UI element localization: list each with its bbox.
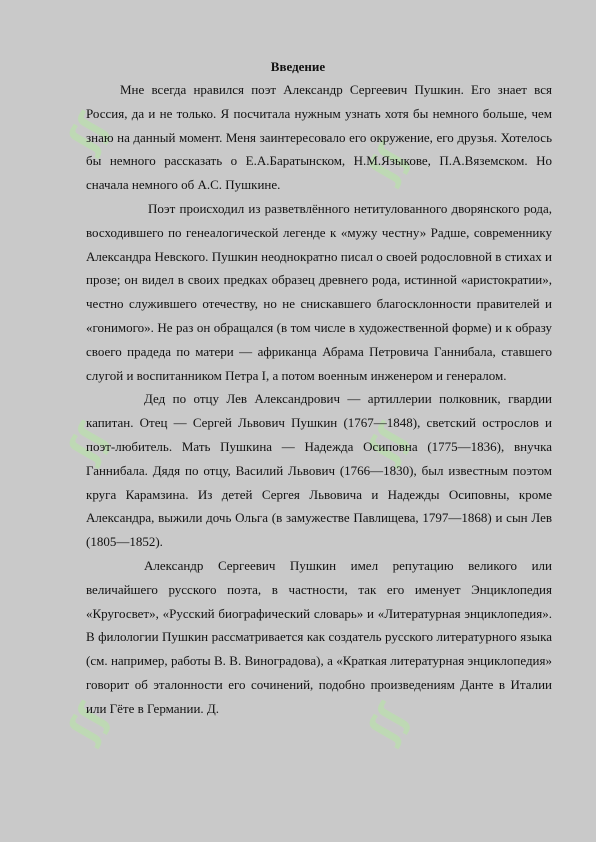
paragraph: Дед по отцу Лев Александрович — артиллерии полковник, гвардии капитан. Отец — Сергей Львович Пушкин (1767—1848), светский острослов и поэт-любитель. Мать Пушкина — Надежда Осиповна (1775—1836), внучка Ганнибала. Дядя по отцу, Василий Львович (1766—1830), был известным поэтом круга Карамзина. Из детей Сергея Львовича и Надежды Осиповны, кроме Александра, выжили дочь Ольга (в замужестве Павлищева, 1797—1868) и сын Лев (1805—1852). xyxy=(86,391,552,550)
watermark: ʃʃ xyxy=(60,697,117,749)
watermark: ʃʃ xyxy=(360,697,417,749)
watermark: ʃʃ xyxy=(360,417,417,469)
watermark: ʃʃ xyxy=(60,417,117,469)
paragraph: Поэт происходил из разветвлённого нетитулованного дворянского рода, восходившего по генеалогической легенде к «мужу честну» Радше, современнику Александра Невского. Пушкин неоднократно писал о своей родословной в стихах и прозе; он видел в своих предках образец древнего рода, истинной «аристократии», честно служившего отечеству, но не снискавшего благосклонности правителей и «гонимого». Не раз он обращался (в том числе в художественной форме) и к образу своего прадеда по матери — африканца Абрама Петровича Ганнибала, ставшего слугой и воспитанником Петра I, а потом военным инженером и генералом. xyxy=(86,200,552,383)
watermark: ʃʃ xyxy=(60,107,117,159)
watermark: ʃʃ xyxy=(360,137,417,189)
body-text xyxy=(86,78,552,721)
page-title: Введение xyxy=(270,59,326,74)
paragraph: Александр Сергеевич Пушкин имел репутацию великого или величайшего русского поэта, в частности, так его именует Энциклопедия «Кругосвет», «Русский биографический словарь» и «Литературная энциклопедия». В филологии Пушкин рассматривается как создатель русского литературного языка (см. например, работы В. В. Виноградова), а «Краткая литературная энциклопедия» говорит об эталонности его сочинений, подобно произведениям Данте в Италии или Гёте в Германии. Д. xyxy=(86,557,552,716)
paragraph: Мне всегда нравился поэт Александр Сергеевич Пушкин. Его знает вся Россия, да и не только. Я посчитала нужным узнать хотя бы немного больше, чем знаю на данный момент. Меня заинтересовало его окружение, его друзья. Хотелось бы немного рассказать о Е.А.Баратынском, Н.М.Языкове, П.А.Вяземском. Но сначала немного об А.С. Пушкине. xyxy=(86,82,552,193)
